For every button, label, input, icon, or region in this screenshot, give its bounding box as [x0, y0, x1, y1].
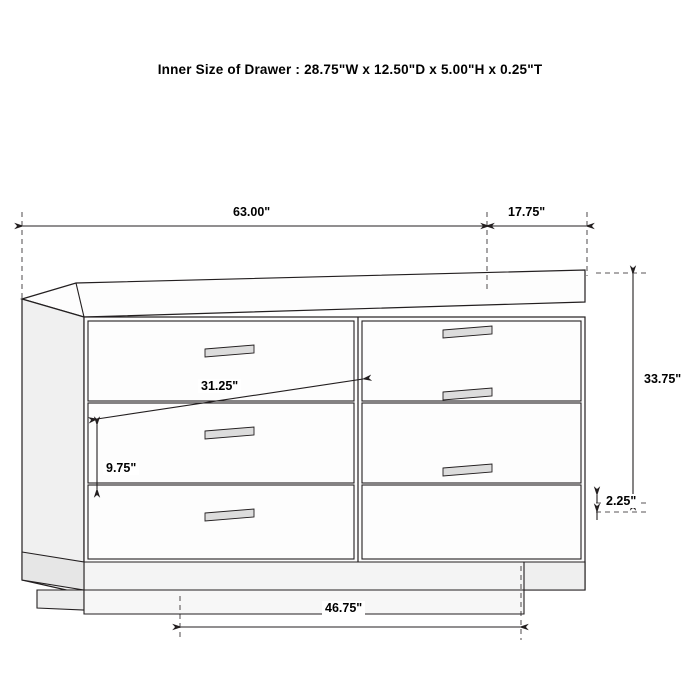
dim-label-overall-height: 33.75": [641, 372, 684, 386]
dim-label-base-height: 2.25": [603, 494, 639, 508]
dresser-base-right: [524, 562, 585, 590]
dim-label-drawer-height: 9.75": [103, 461, 139, 475]
drawer-front-left-bottom[interactable]: [88, 485, 354, 559]
dresser-foot-front: [84, 590, 524, 614]
dim-label-drawer-width: 31.25": [198, 379, 241, 393]
dim-label-depth-offset: 17.75": [505, 205, 548, 219]
dim-label-overall-width: 63.00": [230, 205, 273, 219]
dresser-left-side-panel: [22, 299, 84, 594]
dresser-foot-left: [37, 590, 84, 610]
drawer-front-right-bottom[interactable]: [362, 485, 581, 559]
dim-label-base-width: 46.75": [322, 601, 365, 615]
dresser-body: [22, 270, 585, 614]
page-title: Inner Size of Drawer : 28.75"W x 12.50"D x 5.00"H x 0.25"T: [157, 62, 543, 77]
dresser-base-rail: [84, 562, 585, 590]
dresser-top-surface: [22, 270, 585, 317]
